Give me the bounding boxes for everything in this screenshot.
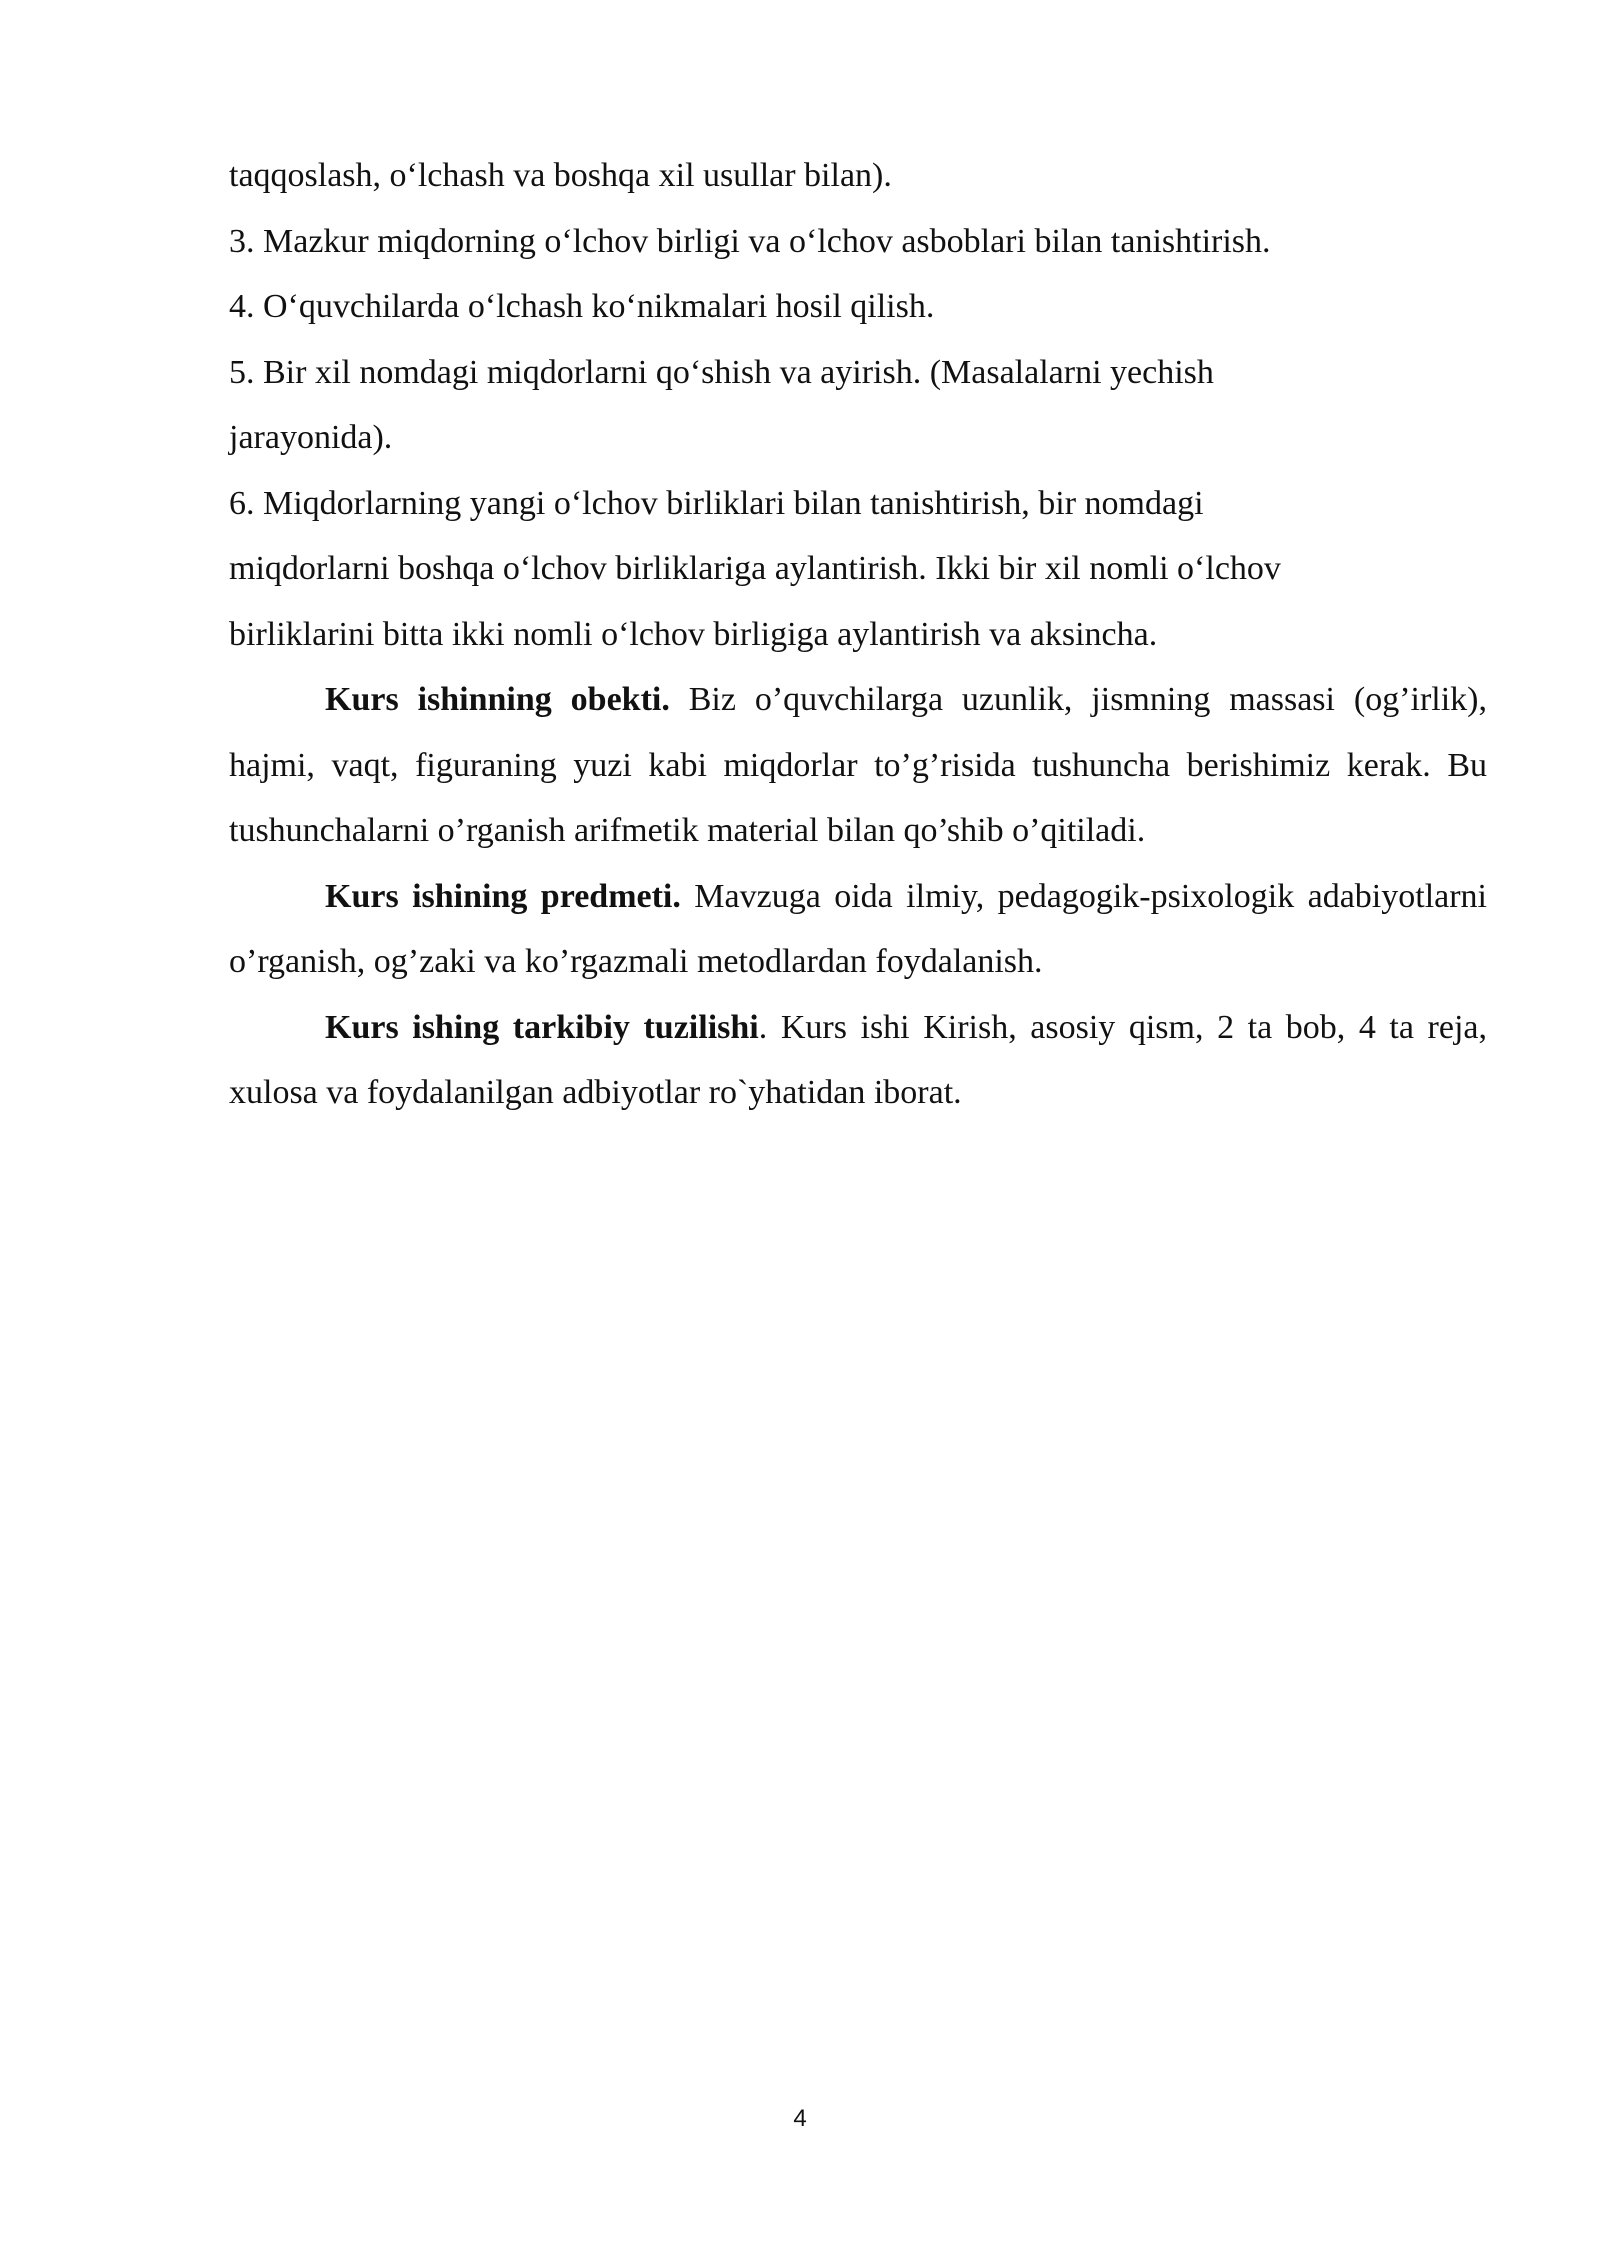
page-number: 4 bbox=[793, 2105, 807, 2132]
paragraph-text: Mavzuga oida ilmiy, pedagogik-psixologik adabiyotlarni o’rganish, og’zaki va ko’rgazmali metodlardan foydalanish. bbox=[229, 877, 1487, 980]
paragraph-heading: Kurs ishing tarkibiy tuzilishi bbox=[325, 1008, 759, 1046]
list-item-5: 5. Bir xil nomdagi miqdorlarni qo‘shish va ayirish. (Masalalarni yechish bbox=[229, 353, 1214, 391]
paragraph-text: . Kurs ishi Kirish, asosiy qism, 2 ta bob, 4 ta reja, xulosa va foydalanilgan adbiyotlar ro`yhatidan iborat. bbox=[229, 1008, 1487, 1111]
text-line: jarayonida). bbox=[229, 419, 393, 456]
list-item-6: 6. Miqdorlarning yangi o‘lchov birliklari bilan tanishtirish, bir nomdagi bbox=[229, 484, 1204, 522]
paragraph-heading: Kurs ishinning obekti. bbox=[325, 681, 670, 718]
paragraph-heading: Kurs ishining predmeti. bbox=[325, 877, 681, 915]
list-item-3: 3. Mazkur miqdorning o‘lchov birligi va o‘lchov asboblari bilan tanishtirish. bbox=[229, 222, 1271, 260]
paragraph-structure bbox=[229, 995, 1487, 1126]
text-line: miqdorlarni boshqa o‘lchov birliklariga aylantirish. Ikki bir xil nomli o‘lchov bbox=[229, 550, 1281, 587]
text-line: birliklarini bitta ikki nomli o‘lchov birligiga aylantirish va aksincha. bbox=[229, 615, 1158, 653]
paragraph-subject bbox=[229, 864, 1487, 995]
text-line: taqqoslash, o‘lchash va boshqa xil usullar bilan). bbox=[229, 157, 892, 194]
document-body bbox=[229, 143, 1487, 1126]
paragraph-object bbox=[229, 667, 1487, 864]
paragraph-text: Biz o’quvchilarga uzunlik, jismning massasi (og’irlik), hajmi, vaqt, figuraning yuzi kabi miqdorlar to’g’risida tushuncha berishimiz kerak. Bu tushunchalarni o’rganish arifmetik material bilan qo’shib o’qitiladi. bbox=[229, 681, 1487, 849]
list-item-4: 4. O‘quvchilarda o‘lchash ko‘nikmalari hosil qilish. bbox=[229, 288, 935, 325]
